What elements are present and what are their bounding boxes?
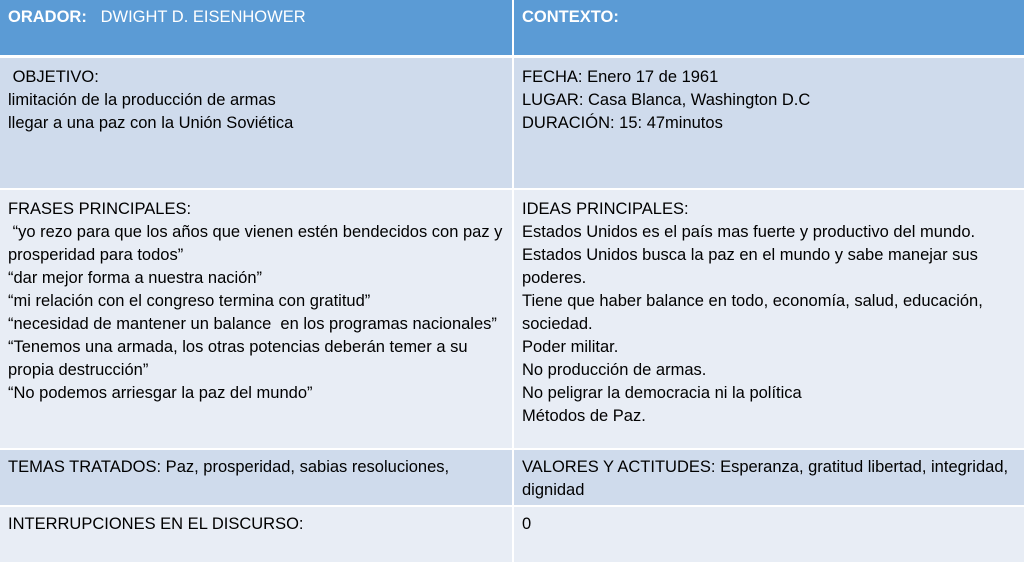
contexto-header-cell (514, 0, 1024, 58)
interrupciones-text: INTERRUPCIONES EN EL DISCURSO: (8, 515, 304, 533)
ideas-line: Estados Unidos es el país mas fuerte y productivo del mundo. (522, 223, 976, 241)
valores-text: VALORES Y ACTITUDES: Esperanza, gratitud libertad, integridad, dignidad (522, 458, 1013, 499)
temas-text: TEMAS TRATADOS: Paz, prosperidad, sabias resoluciones, (8, 458, 450, 476)
objetivo-line: llegar a una paz con la Unión Soviética (8, 114, 294, 132)
interrupciones-cell (0, 507, 514, 562)
frases-line: “yo rezo para que los años que vienen estén bendecidos con paz y prosperidad para todos” (8, 223, 508, 264)
ideas-cell (514, 190, 1024, 450)
ideas-line: Métodos de Paz. (522, 407, 646, 425)
temas-cell (0, 450, 514, 507)
frases-line: “No podemos arriesgar la paz del mundo” (8, 384, 313, 402)
objetivo-cell (0, 58, 514, 190)
frases-line: “Tenemos una armada, los otras potencias deberán temer a su propia destrucción” (8, 338, 473, 379)
ideas-line: Poder militar. (522, 338, 619, 356)
frases-line: “necesidad de mantener un balance en los programas nacionales” (8, 315, 497, 333)
frases-line: FRASES PRINCIPALES: (8, 200, 192, 218)
frases-line: “dar mejor forma a nuestra nación” (8, 269, 263, 287)
interrupciones-valor-cell (514, 507, 1024, 562)
contexto-cell (514, 58, 1024, 190)
ideas-line: No peligrar la democracia ni la política (522, 384, 802, 402)
contexto-label: CONTEXTO: (522, 8, 619, 26)
contexto-line: DURACIÓN: 15: 47minutos (522, 114, 723, 132)
frases-cell (0, 190, 514, 450)
orador-name: DWIGHT D. EISENHOWER (100, 8, 306, 26)
objetivo-line: limitación de la producción de armas (8, 91, 276, 109)
frases-line: “mi relación con el congreso termina con gratitud” (8, 292, 371, 310)
interrupciones-valor: 0 (522, 515, 532, 533)
ideas-line: Tiene que haber balance en todo, economía, salud, educación, sociedad. (522, 292, 988, 333)
contexto-line: FECHA: Enero 17 de 1961 (522, 68, 719, 86)
orador-header-cell (0, 0, 514, 58)
contexto-line: LUGAR: Casa Blanca, Washington D.C (522, 91, 811, 109)
ideas-line: IDEAS PRINCIPALES: (522, 200, 689, 218)
orador-label: ORADOR: (8, 8, 87, 26)
ideas-line: No producción de armas. (522, 361, 707, 379)
ideas-line: Estados Unidos busca la paz en el mundo y sabe manejar sus poderes. (522, 246, 983, 287)
valores-cell (514, 450, 1024, 507)
objetivo-line: OBJETIVO: (8, 68, 99, 86)
bottom-margin (0, 562, 1024, 576)
